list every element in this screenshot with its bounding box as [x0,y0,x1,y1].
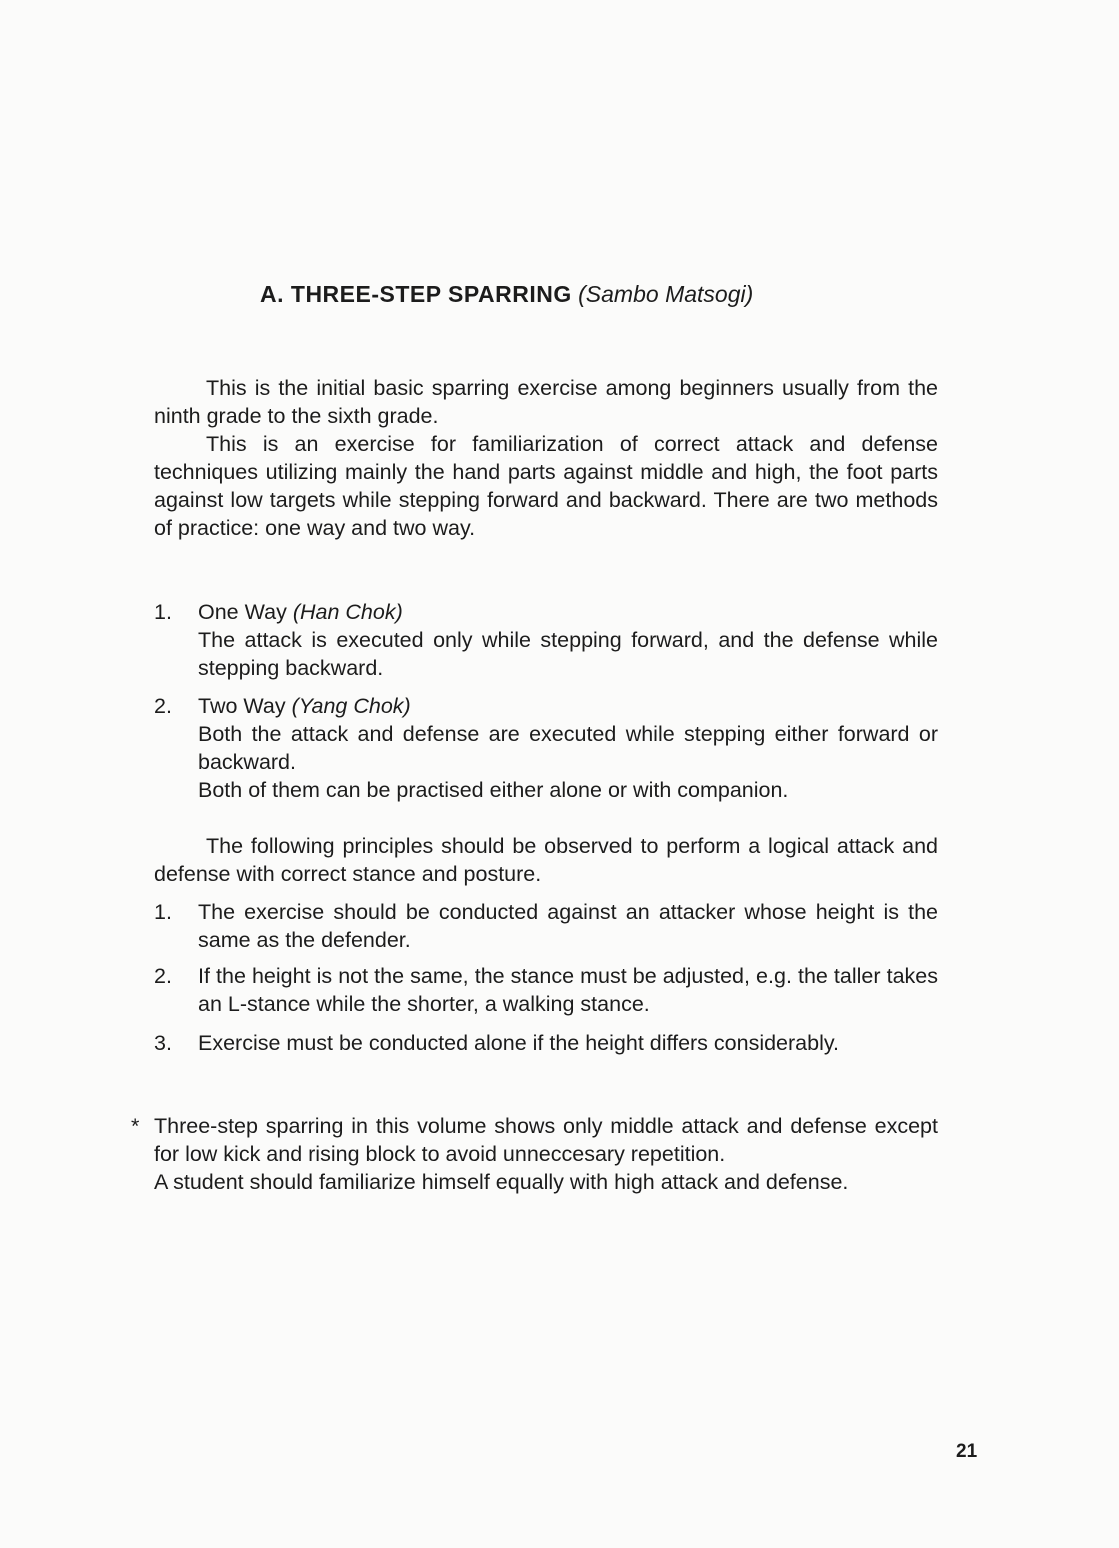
intro-paragraph-1: This is the initial basic sparring exercise among beginners usually from the ninth grade to the sixth grade. [154,376,938,428]
footnote-asterisk: * [131,1114,140,1138]
principle-item [154,1029,938,1057]
footnote-paragraph-2: A student should familiarize himself equally with high attack and defense. [154,1170,849,1194]
method-heading [198,598,938,626]
principle-text: Exercise must be conducted alone if the height differs considerably. [198,1031,839,1055]
method-extra-note: Both of them can be practised either alone or with companion. [198,778,789,802]
method-name-korean: (Yang Chok) [291,694,411,718]
method-heading [198,692,938,720]
principle-item [154,898,938,954]
section-title-subtitle: (Sambo Matsogi) [578,281,754,307]
footnote-paragraph-1: Three-step sparring in this volume shows only middle attack and defense except for low kick and rising block to avoid unneccesary repetition. [154,1114,938,1166]
method-number: 2. [154,694,172,718]
method-item [154,598,938,682]
intro-text [154,374,938,542]
principle-text: The exercise should be conducted against an attacker whose height is the same as the defender. [198,900,938,952]
page-number: 21 [956,1441,978,1462]
method-item [154,692,938,804]
principles-intro [154,832,938,888]
section-title [260,281,753,308]
method-description: The attack is executed only while stepping forward, and the defense while stepping backward. [198,628,938,680]
principles-intro-paragraph: The following principles should be observed to perform a logical attack and defense with correct stance and posture. [154,834,938,886]
method-description: Both the attack and defense are executed while stepping either forward or backward. [198,722,938,774]
principle-item [154,962,938,1018]
method-name-korean: (Han Chok) [292,600,403,624]
principle-number: 3. [154,1031,172,1055]
section-title-main: A. THREE-STEP SPARRING [260,281,572,307]
method-name: One Way [198,600,287,624]
principle-number: 1. [154,900,172,924]
method-name: Two Way [198,694,286,718]
principle-number: 2. [154,964,172,988]
intro-paragraph-2: This is an exercise for familiarization of correct attack and defense techniques utilizing mainly the hand parts against middle and high, the foot parts against low targets while stepping forward and backward. There are two methods of practice: one way and two way. [154,432,938,540]
principle-text: If the height is not the same, the stance must be adjusted, e.g. the taller takes an L-stance while the shorter, a walking stance. [198,964,938,1016]
method-number: 1. [154,600,172,624]
footnote [154,1112,938,1196]
